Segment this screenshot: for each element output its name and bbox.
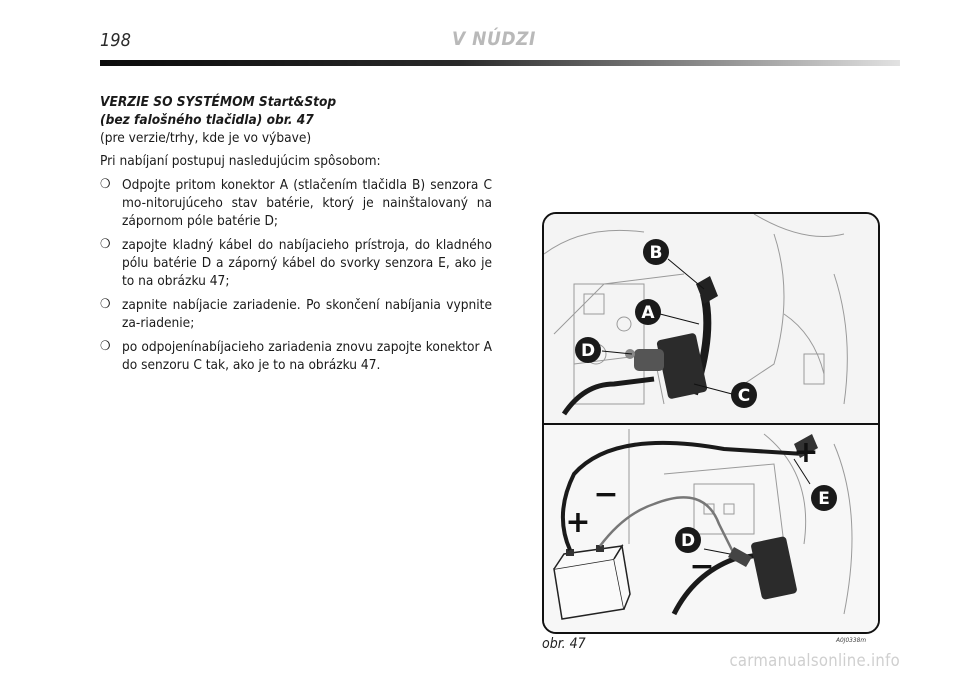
section-heading-line1: VERZIE SO SYSTÉMOM Start&Stop (100, 94, 337, 110)
bullet-text: Odpojte pritom konektor A (stlačením tlačidla B) senzora C mo-nitorujúceho stav batérie, ktorý je nainštalovaný na zápornom póle batérie D; (122, 177, 492, 229)
callout-e: E (818, 489, 830, 509)
minus-sign-bottom: − (689, 549, 715, 584)
watermark: carmanualsonline.info (729, 651, 900, 670)
bullet-circle-icon: ❍ (100, 297, 111, 312)
bullet-circle-icon: ❍ (100, 339, 111, 354)
figure-caption: obr. 47 (542, 636, 586, 652)
callout-a: A (641, 303, 655, 323)
list-item (100, 176, 492, 230)
chapter-title: V NÚDZI (452, 28, 536, 50)
page-number: 198 (100, 30, 131, 51)
bullet-text: zapnite nabíjacie zariadenie. Po skončení nabíjania vypnite za-riadenie; (122, 297, 492, 331)
minus-sign-top: − (593, 477, 619, 512)
list-item (100, 338, 492, 374)
bullet-circle-icon: ❍ (100, 177, 111, 192)
section-heading-line2: (bez falošného tlačidla) obr. 47 (100, 112, 314, 128)
bullet-circle-icon: ❍ (100, 237, 111, 252)
plus-sign-top: + (793, 435, 819, 470)
header-rule (100, 60, 900, 66)
intro-text: Pri nabíjaní postupuj nasledujúcim spôsobom: (100, 153, 381, 169)
figure-47 (542, 212, 880, 634)
figure-code: A0J0338m (836, 636, 867, 644)
battery-illustration (544, 214, 878, 632)
bullet-text: po odpojenínabíjacieho zariadenia znovu zapojte konektor A do senzoru C tak, ako je to na obrázku 47. (122, 339, 492, 373)
callout-d-top: D (580, 341, 596, 361)
section-subheading: (pre verzie/trhy, kde je vo výbave) (100, 130, 312, 146)
text-column (100, 93, 492, 380)
list-item (100, 236, 492, 290)
callout-b: B (649, 243, 663, 263)
plus-sign-left: + (565, 505, 591, 540)
callout-d-bottom: D (680, 531, 696, 551)
callout-c: C (737, 386, 751, 406)
list-item (100, 296, 492, 332)
bullet-text: zapojte kladný kábel do nabíjacieho prístroja, do kladného pólu batérie D a záporný kábel do svorky senzora E, ako je to na obrázku 47; (122, 237, 492, 289)
charger-battery (554, 546, 630, 619)
